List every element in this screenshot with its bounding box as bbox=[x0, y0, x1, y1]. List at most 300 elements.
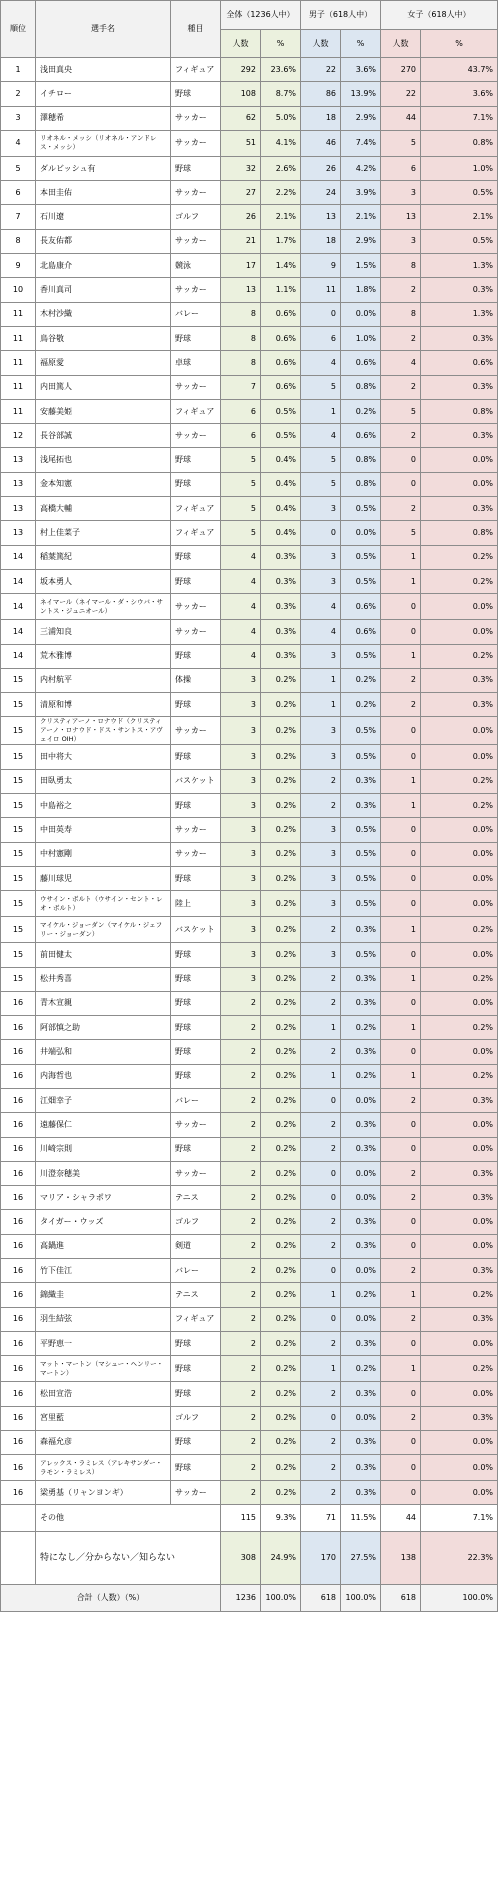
all-count: 21 bbox=[221, 229, 261, 253]
female-count: 1 bbox=[381, 1016, 421, 1040]
player-name: 中田英寿 bbox=[36, 818, 171, 842]
all-count: 3 bbox=[221, 943, 261, 967]
male-count: 2 bbox=[301, 1455, 341, 1481]
female-count: 2 bbox=[381, 497, 421, 521]
player-name: 清原和博 bbox=[36, 693, 171, 717]
female-count: 22 bbox=[381, 82, 421, 106]
player-name: イチロー bbox=[36, 82, 171, 106]
rank-cell: 16 bbox=[1, 1481, 36, 1505]
female-pct: 0.0% bbox=[421, 448, 498, 472]
male-pct: 0.6% bbox=[341, 351, 381, 375]
male-count: 3 bbox=[301, 818, 341, 842]
all-pct: 0.2% bbox=[261, 1210, 301, 1234]
sport-name: サッカー bbox=[171, 424, 221, 448]
rank-cell: 8 bbox=[1, 229, 36, 253]
all-count: 2 bbox=[221, 1356, 261, 1382]
player-name: 中村憲剛 bbox=[36, 842, 171, 866]
all-count: 26 bbox=[221, 205, 261, 229]
male-pct: 0.3% bbox=[341, 1210, 381, 1234]
rank-cell: 15 bbox=[1, 917, 36, 943]
total-female-pct: 100.0% bbox=[421, 1585, 498, 1612]
table-row bbox=[1, 668, 498, 692]
sport-name: 野球 bbox=[171, 644, 221, 668]
male-pct: 0.5% bbox=[341, 644, 381, 668]
female-pct: 0.5% bbox=[421, 181, 498, 205]
all-count: 3 bbox=[221, 917, 261, 943]
none-row bbox=[1, 1532, 498, 1585]
male-pct: 0.3% bbox=[341, 1113, 381, 1137]
all-count: 4 bbox=[221, 569, 261, 593]
female-pct: 0.2% bbox=[421, 1064, 498, 1088]
male-count: 2 bbox=[301, 1040, 341, 1064]
sport-name: 野球 bbox=[171, 745, 221, 769]
male-count: 3 bbox=[301, 497, 341, 521]
female-pct: 0.2% bbox=[421, 794, 498, 818]
table-row bbox=[1, 1016, 498, 1040]
female-count: 0 bbox=[381, 1382, 421, 1406]
total-label: 合計（人数）（%） bbox=[1, 1585, 221, 1612]
all-pct: 0.4% bbox=[261, 521, 301, 545]
rank-cell: 16 bbox=[1, 1113, 36, 1137]
player-name: 松井秀喜 bbox=[36, 967, 171, 991]
all-count: 2 bbox=[221, 991, 261, 1015]
male-pct: 0.0% bbox=[341, 302, 381, 326]
player-name: 田臥勇太 bbox=[36, 769, 171, 793]
sport-name: 野球 bbox=[171, 1356, 221, 1382]
male-pct: 0.2% bbox=[341, 1356, 381, 1382]
all-pct: 0.2% bbox=[261, 1016, 301, 1040]
all-pct: 0.6% bbox=[261, 302, 301, 326]
sport-name: サッカー bbox=[171, 1161, 221, 1185]
sport-name: サッカー bbox=[171, 842, 221, 866]
all-count: 13 bbox=[221, 278, 261, 302]
player-name: マリア・シャラポワ bbox=[36, 1186, 171, 1210]
female-pct: 0.3% bbox=[421, 424, 498, 448]
player-name: 川澄奈穂美 bbox=[36, 1161, 171, 1185]
male-count: 26 bbox=[301, 156, 341, 180]
all-pct: 0.2% bbox=[261, 917, 301, 943]
player-name: 松田宣浩 bbox=[36, 1382, 171, 1406]
rank-cell: 15 bbox=[1, 717, 36, 745]
male-pct: 0.0% bbox=[341, 521, 381, 545]
male-count: 46 bbox=[301, 130, 341, 156]
player-name: 坂本勇人 bbox=[36, 569, 171, 593]
sport-name: 野球 bbox=[171, 967, 221, 991]
female-pct: 0.2% bbox=[421, 917, 498, 943]
all-count: 2 bbox=[221, 1161, 261, 1185]
table-row bbox=[1, 497, 498, 521]
table-row bbox=[1, 545, 498, 569]
female-pct: 0.3% bbox=[421, 375, 498, 399]
player-name: 内村航平 bbox=[36, 668, 171, 692]
female-count: 0 bbox=[381, 866, 421, 890]
all-count: 2 bbox=[221, 1186, 261, 1210]
female-count: 2 bbox=[381, 1307, 421, 1331]
table-row bbox=[1, 1234, 498, 1258]
male-count: 2 bbox=[301, 917, 341, 943]
female-count: 0 bbox=[381, 594, 421, 620]
male-count: 1 bbox=[301, 1016, 341, 1040]
male-pct: 1.5% bbox=[341, 254, 381, 278]
female-pct: 7.1% bbox=[421, 106, 498, 130]
all-pct: 2.2% bbox=[261, 181, 301, 205]
male-count: 4 bbox=[301, 594, 341, 620]
table-row bbox=[1, 1088, 498, 1112]
table-row bbox=[1, 891, 498, 917]
all-pct: 0.6% bbox=[261, 326, 301, 350]
female-count: 5 bbox=[381, 130, 421, 156]
female-pct: 0.0% bbox=[421, 891, 498, 917]
total-male-pct: 100.0% bbox=[341, 1585, 381, 1612]
sport-name: サッカー bbox=[171, 818, 221, 842]
all-count: 2 bbox=[221, 1283, 261, 1307]
none-all-pct: 24.9% bbox=[261, 1532, 301, 1585]
male-count: 4 bbox=[301, 620, 341, 644]
player-name: 内海哲也 bbox=[36, 1064, 171, 1088]
table-row bbox=[1, 967, 498, 991]
male-count: 86 bbox=[301, 82, 341, 106]
male-pct: 0.2% bbox=[341, 1283, 381, 1307]
female-count: 44 bbox=[381, 106, 421, 130]
male-pct: 0.3% bbox=[341, 967, 381, 991]
all-pct: 0.2% bbox=[261, 1161, 301, 1185]
sport-name: ゴルフ bbox=[171, 1406, 221, 1430]
all-pct: 0.2% bbox=[261, 1259, 301, 1283]
rank-cell: 14 bbox=[1, 545, 36, 569]
table-row bbox=[1, 1307, 498, 1331]
male-pct: 0.5% bbox=[341, 497, 381, 521]
male-count: 2 bbox=[301, 1113, 341, 1137]
female-pct: 0.0% bbox=[421, 620, 498, 644]
sport-name: 野球 bbox=[171, 1430, 221, 1454]
female-count: 2 bbox=[381, 1406, 421, 1430]
all-count: 3 bbox=[221, 794, 261, 818]
male-count-header: 人数 bbox=[301, 30, 341, 58]
male-pct: 0.6% bbox=[341, 594, 381, 620]
all-pct: 0.2% bbox=[261, 1040, 301, 1064]
sport-name: 野球 bbox=[171, 1382, 221, 1406]
rank-cell: 15 bbox=[1, 794, 36, 818]
male-pct: 4.2% bbox=[341, 156, 381, 180]
male-pct: 0.2% bbox=[341, 693, 381, 717]
female-count-header: 人数 bbox=[381, 30, 421, 58]
sport-name: 野球 bbox=[171, 82, 221, 106]
male-count: 3 bbox=[301, 891, 341, 917]
male-pct: 0.0% bbox=[341, 1259, 381, 1283]
all-pct: 0.3% bbox=[261, 620, 301, 644]
female-pct: 0.3% bbox=[421, 1186, 498, 1210]
all-count: 6 bbox=[221, 399, 261, 423]
all-count: 3 bbox=[221, 693, 261, 717]
summary-body bbox=[1, 1505, 498, 1612]
all-pct: 2.6% bbox=[261, 156, 301, 180]
male-pct: 0.3% bbox=[341, 1040, 381, 1064]
rank-cell: 1 bbox=[1, 58, 36, 82]
female-pct: 0.3% bbox=[421, 1088, 498, 1112]
rank-cell: 15 bbox=[1, 668, 36, 692]
male-pct: 3.9% bbox=[341, 181, 381, 205]
sport-name: フィギュア bbox=[171, 399, 221, 423]
female-count: 0 bbox=[381, 717, 421, 745]
total-all-count: 1236 bbox=[221, 1585, 261, 1612]
player-name: 浅尾拓也 bbox=[36, 448, 171, 472]
female-count: 0 bbox=[381, 448, 421, 472]
rank-cell: 5 bbox=[1, 156, 36, 180]
all-pct: 5.0% bbox=[261, 106, 301, 130]
rank-cell: 16 bbox=[1, 1234, 36, 1258]
female-count: 8 bbox=[381, 254, 421, 278]
female-count: 3 bbox=[381, 181, 421, 205]
female-count: 13 bbox=[381, 205, 421, 229]
female-pct: 0.0% bbox=[421, 991, 498, 1015]
player-name: ダルビッシュ有 bbox=[36, 156, 171, 180]
player-name: タイガー・ウッズ bbox=[36, 1210, 171, 1234]
table-row bbox=[1, 1406, 498, 1430]
player-name: 竹下佳江 bbox=[36, 1259, 171, 1283]
all-count: 2 bbox=[221, 1064, 261, 1088]
rank-cell: 13 bbox=[1, 472, 36, 496]
all-pct: 0.2% bbox=[261, 1064, 301, 1088]
male-count: 0 bbox=[301, 1307, 341, 1331]
player-name: 荒木雅博 bbox=[36, 644, 171, 668]
male-pct: 0.8% bbox=[341, 448, 381, 472]
all-count: 2 bbox=[221, 1234, 261, 1258]
rank-cell: 4 bbox=[1, 130, 36, 156]
sport-name: 野球 bbox=[171, 1331, 221, 1355]
male-pct: 0.6% bbox=[341, 424, 381, 448]
male-count: 11 bbox=[301, 278, 341, 302]
male-pct: 0.5% bbox=[341, 745, 381, 769]
table-row bbox=[1, 302, 498, 326]
all-count: 62 bbox=[221, 106, 261, 130]
female-count: 1 bbox=[381, 569, 421, 593]
player-name: 内田篤人 bbox=[36, 375, 171, 399]
female-pct: 0.8% bbox=[421, 399, 498, 423]
table-row bbox=[1, 229, 498, 253]
table-row bbox=[1, 1210, 498, 1234]
player-name: 藤川球児 bbox=[36, 866, 171, 890]
all-pct: 0.3% bbox=[261, 545, 301, 569]
male-count: 18 bbox=[301, 229, 341, 253]
all-pct: 0.2% bbox=[261, 991, 301, 1015]
male-count: 9 bbox=[301, 254, 341, 278]
sport-name: バレー bbox=[171, 1259, 221, 1283]
sport-name: バレー bbox=[171, 1088, 221, 1112]
table-row bbox=[1, 1040, 498, 1064]
female-pct: 0.0% bbox=[421, 1430, 498, 1454]
sport-name: サッカー bbox=[171, 229, 221, 253]
all-count: 3 bbox=[221, 818, 261, 842]
rank-cell: 15 bbox=[1, 745, 36, 769]
table-row bbox=[1, 917, 498, 943]
all-count: 4 bbox=[221, 594, 261, 620]
sport-name: 陸上 bbox=[171, 891, 221, 917]
female-count: 1 bbox=[381, 917, 421, 943]
male-pct: 0.5% bbox=[341, 943, 381, 967]
table-row bbox=[1, 1113, 498, 1137]
rank-cell: 11 bbox=[1, 326, 36, 350]
sport-name: サッカー bbox=[171, 181, 221, 205]
all-pct: 0.2% bbox=[261, 1331, 301, 1355]
male-pct: 0.8% bbox=[341, 375, 381, 399]
all-pct: 0.4% bbox=[261, 472, 301, 496]
player-name: 稲葉篤紀 bbox=[36, 545, 171, 569]
male-pct: 0.2% bbox=[341, 1064, 381, 1088]
female-pct: 43.7% bbox=[421, 58, 498, 82]
all-pct: 0.4% bbox=[261, 497, 301, 521]
male-count: 0 bbox=[301, 1259, 341, 1283]
table-row bbox=[1, 448, 498, 472]
sport-name: サッカー bbox=[171, 594, 221, 620]
all-pct: 0.2% bbox=[261, 891, 301, 917]
female-count: 1 bbox=[381, 1283, 421, 1307]
female-count: 0 bbox=[381, 1137, 421, 1161]
rank-cell: 13 bbox=[1, 521, 36, 545]
male-pct: 0.3% bbox=[341, 794, 381, 818]
male-pct: 0.0% bbox=[341, 1088, 381, 1112]
table-row bbox=[1, 866, 498, 890]
female-pct: 0.0% bbox=[421, 745, 498, 769]
rank-cell: 16 bbox=[1, 1356, 36, 1382]
total-all-pct: 100.0% bbox=[261, 1585, 301, 1612]
sport-name: ゴルフ bbox=[171, 1210, 221, 1234]
rank-cell: 16 bbox=[1, 1186, 36, 1210]
female-count: 0 bbox=[381, 1210, 421, 1234]
all-pct: 2.1% bbox=[261, 205, 301, 229]
female-count: 5 bbox=[381, 399, 421, 423]
all-pct: 0.2% bbox=[261, 1234, 301, 1258]
group-male-header: 男子（618人中） bbox=[301, 1, 381, 30]
all-pct: 0.2% bbox=[261, 717, 301, 745]
other-rank-cell bbox=[1, 1505, 36, 1532]
all-count: 17 bbox=[221, 254, 261, 278]
male-pct: 0.3% bbox=[341, 1455, 381, 1481]
female-pct: 0.3% bbox=[421, 326, 498, 350]
female-pct: 0.0% bbox=[421, 1210, 498, 1234]
table-row bbox=[1, 1259, 498, 1283]
all-count: 108 bbox=[221, 82, 261, 106]
rank-header: 順位 bbox=[1, 1, 36, 58]
male-count: 13 bbox=[301, 205, 341, 229]
all-count: 51 bbox=[221, 130, 261, 156]
male-pct: 2.1% bbox=[341, 205, 381, 229]
female-count: 1 bbox=[381, 967, 421, 991]
table-row bbox=[1, 769, 498, 793]
none-rank-cell bbox=[1, 1532, 36, 1585]
all-pct: 8.7% bbox=[261, 82, 301, 106]
all-count: 3 bbox=[221, 891, 261, 917]
sport-name: フィギュア bbox=[171, 521, 221, 545]
player-name: 森福允彦 bbox=[36, 1430, 171, 1454]
male-pct: 0.3% bbox=[341, 991, 381, 1015]
sport-name: 野球 bbox=[171, 1016, 221, 1040]
table-row bbox=[1, 745, 498, 769]
table-row bbox=[1, 424, 498, 448]
all-pct: 0.6% bbox=[261, 351, 301, 375]
male-count: 5 bbox=[301, 375, 341, 399]
male-count: 0 bbox=[301, 521, 341, 545]
male-pct: 0.5% bbox=[341, 717, 381, 745]
female-pct: 0.2% bbox=[421, 967, 498, 991]
all-pct: 0.2% bbox=[261, 668, 301, 692]
male-count: 0 bbox=[301, 1406, 341, 1430]
none-all-count: 308 bbox=[221, 1532, 261, 1585]
male-pct-header: % bbox=[341, 30, 381, 58]
player-name: 青木宣親 bbox=[36, 991, 171, 1015]
player-name: マット・マートン（マシュー・ヘンリー・マートン） bbox=[36, 1356, 171, 1382]
male-count: 1 bbox=[301, 1283, 341, 1307]
player-name: 鳥谷敬 bbox=[36, 326, 171, 350]
sport-name: 野球 bbox=[171, 156, 221, 180]
female-pct: 0.0% bbox=[421, 842, 498, 866]
female-count: 5 bbox=[381, 521, 421, 545]
table-row bbox=[1, 58, 498, 82]
female-count: 1 bbox=[381, 1356, 421, 1382]
female-pct: 0.0% bbox=[421, 1113, 498, 1137]
female-count: 3 bbox=[381, 229, 421, 253]
female-pct: 0.2% bbox=[421, 769, 498, 793]
player-name: マイケル・ジョーダン（マイケル・ジェフリー・ジョーダン） bbox=[36, 917, 171, 943]
rank-cell: 16 bbox=[1, 1016, 36, 1040]
all-pct: 1.1% bbox=[261, 278, 301, 302]
table-row bbox=[1, 472, 498, 496]
all-pct-header: % bbox=[261, 30, 301, 58]
female-pct: 0.3% bbox=[421, 693, 498, 717]
player-name: 長友佑都 bbox=[36, 229, 171, 253]
male-count: 3 bbox=[301, 866, 341, 890]
male-pct: 2.9% bbox=[341, 229, 381, 253]
all-pct: 0.3% bbox=[261, 594, 301, 620]
rank-cell: 16 bbox=[1, 1259, 36, 1283]
none-female-count: 138 bbox=[381, 1532, 421, 1585]
male-pct: 7.4% bbox=[341, 130, 381, 156]
female-count: 2 bbox=[381, 375, 421, 399]
all-count: 27 bbox=[221, 181, 261, 205]
female-pct: 0.0% bbox=[421, 717, 498, 745]
table-row bbox=[1, 1161, 498, 1185]
all-pct: 0.2% bbox=[261, 1455, 301, 1481]
table-row bbox=[1, 594, 498, 620]
male-count: 2 bbox=[301, 1331, 341, 1355]
female-count: 0 bbox=[381, 472, 421, 496]
other-male-count: 71 bbox=[301, 1505, 341, 1532]
all-count: 4 bbox=[221, 545, 261, 569]
player-name: 羽生結弦 bbox=[36, 1307, 171, 1331]
all-pct: 0.2% bbox=[261, 1481, 301, 1505]
all-count: 3 bbox=[221, 769, 261, 793]
all-count: 2 bbox=[221, 1016, 261, 1040]
none-male-count: 170 bbox=[301, 1532, 341, 1585]
all-count: 2 bbox=[221, 1307, 261, 1331]
female-count: 1 bbox=[381, 794, 421, 818]
player-name: 石川遼 bbox=[36, 205, 171, 229]
male-count: 2 bbox=[301, 1481, 341, 1505]
sport-name: 野球 bbox=[171, 1040, 221, 1064]
female-pct: 0.0% bbox=[421, 472, 498, 496]
all-pct: 0.2% bbox=[261, 842, 301, 866]
male-pct: 0.5% bbox=[341, 545, 381, 569]
all-pct: 0.2% bbox=[261, 1137, 301, 1161]
rank-cell: 16 bbox=[1, 1137, 36, 1161]
sport-name: 野球 bbox=[171, 943, 221, 967]
all-count: 6 bbox=[221, 424, 261, 448]
female-pct: 3.6% bbox=[421, 82, 498, 106]
male-count: 0 bbox=[301, 302, 341, 326]
all-pct: 0.5% bbox=[261, 399, 301, 423]
female-pct: 0.2% bbox=[421, 1356, 498, 1382]
table-row bbox=[1, 644, 498, 668]
all-count: 2 bbox=[221, 1406, 261, 1430]
